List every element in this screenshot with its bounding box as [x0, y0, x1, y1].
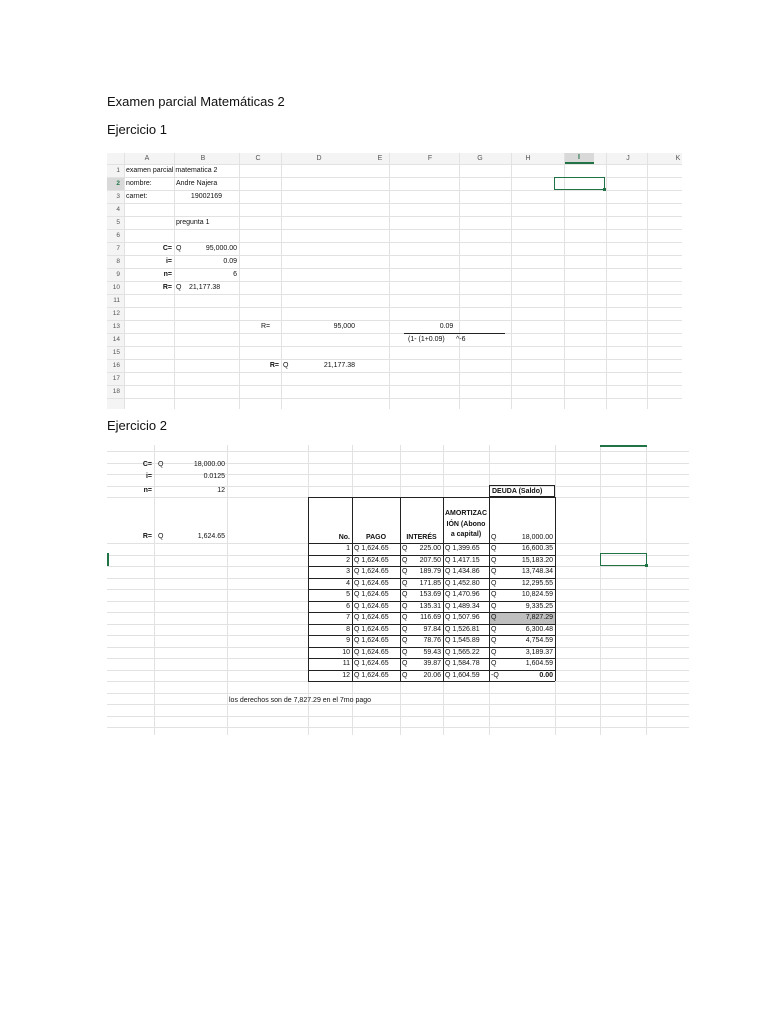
row-interes[interactable]: 189.79 [419, 568, 441, 576]
row-pago[interactable]: Q 1,624.65 [354, 545, 389, 553]
column-header-a[interactable]: A [144, 155, 150, 162]
row-pago[interactable]: Q 1,624.65 [354, 625, 389, 633]
row-interes[interactable]: 59.43 [423, 648, 441, 656]
gridline-horizontal [107, 320, 682, 321]
gridline-horizontal [107, 307, 682, 308]
cell-a7[interactable]: C= [162, 245, 172, 252]
row-saldo[interactable]: 16,600.35 [521, 545, 553, 553]
row-saldo[interactable]: 3,189.37 [525, 648, 553, 656]
row-interes-currency[interactable]: Q [402, 579, 408, 587]
cell-b9[interactable]: 6 [233, 271, 237, 278]
cell-b10-currency[interactable]: Q [176, 284, 182, 291]
gridline-horizontal [107, 359, 682, 360]
column-header-c[interactable]: C [255, 155, 261, 162]
cell-c13[interactable]: R= [261, 323, 271, 330]
row-interes-currency[interactable]: Q [402, 660, 408, 668]
row-interes[interactable]: 171.85 [419, 579, 441, 587]
column-header-d[interactable]: D [316, 155, 322, 162]
selected-cell[interactable] [600, 553, 647, 566]
gridline-horizontal [107, 716, 689, 717]
row-saldo[interactable]: 6,300.48 [525, 625, 553, 633]
row-saldo-currency[interactable]: Q [491, 660, 497, 668]
summary-r-currency[interactable]: Q [158, 533, 164, 540]
cell-b10[interactable]: 21,177.38 [189, 284, 221, 291]
table-border-row [308, 670, 555, 671]
header-interes[interactable]: INTERÉS [406, 533, 437, 541]
row-selection-indicator [107, 553, 109, 566]
row-saldo-currency[interactable]: Q [491, 556, 497, 564]
row-no[interactable]: 4 [346, 579, 350, 587]
table-border-row [308, 681, 555, 682]
fraction-line [404, 333, 505, 334]
summary-c-label[interactable]: C= [142, 461, 152, 468]
row-saldo-currency[interactable]: Q [491, 579, 497, 587]
table-border-row [308, 601, 555, 602]
table-border-top [308, 497, 555, 498]
gridline-vertical [600, 445, 601, 735]
column-header-k[interactable]: K [675, 155, 681, 162]
row-pago[interactable]: Q 1,624.65 [354, 671, 389, 679]
row-amortizacion[interactable]: Q 1,399.65 [445, 545, 480, 553]
column-header-j[interactable]: J [626, 155, 630, 162]
table-border-row [308, 566, 555, 567]
row-saldo[interactable]: 4,754.59 [525, 637, 553, 645]
summary-i-value[interactable]: 0.0125 [203, 473, 225, 480]
row-header-16[interactable]: 16 [112, 362, 120, 369]
gridline-vertical [646, 445, 647, 735]
column-header-f[interactable]: F [427, 155, 433, 162]
gridline-horizontal [107, 451, 689, 452]
column-header-b[interactable]: B [200, 155, 206, 162]
row-amortizacion[interactable]: Q 1,604.59 [445, 671, 480, 679]
row-interes[interactable]: 116.69 [420, 614, 441, 622]
row-header-18[interactable]: 18 [112, 388, 120, 395]
summary-r-value[interactable]: 1,624.65 [197, 533, 225, 540]
row-no[interactable]: 8 [346, 625, 350, 633]
row-saldo[interactable]: 12,295.55 [521, 579, 553, 587]
row-interes-currency[interactable]: Q [402, 625, 408, 633]
row-header-6[interactable]: 6 [116, 232, 120, 239]
row-saldo[interactable]: 10,824.59 [521, 591, 553, 599]
row-header-12[interactable]: 12 [112, 310, 120, 317]
row-pago[interactable]: Q 1,624.65 [354, 614, 389, 622]
row-saldo-currency[interactable]: Q [491, 568, 497, 576]
row-interes[interactable]: 97.84 [423, 625, 441, 633]
row-interes-currency[interactable]: Q [402, 671, 408, 679]
row-interes-currency[interactable]: Q [402, 602, 408, 610]
gridline-horizontal [107, 346, 682, 347]
table-border-row [308, 658, 555, 659]
row-saldo[interactable]: 0.00 [539, 671, 553, 679]
gridline-vertical [154, 445, 155, 735]
row-amortizacion[interactable]: Q 1,489.34 [445, 602, 480, 610]
row-interes[interactable]: 153.69 [419, 591, 441, 599]
row-pago[interactable]: Q 1,624.65 [354, 648, 389, 656]
row-saldo-currency[interactable]: Q [491, 648, 497, 656]
row-saldo-currency[interactable]: Q [491, 625, 497, 633]
debt-header[interactable]: DEUDA (Saldo) [489, 485, 555, 497]
cell-d16[interactable]: 21,177.38 [323, 362, 355, 369]
row-saldo[interactable]: 1,604.59 [525, 660, 553, 668]
row-header-3[interactable]: 3 [116, 193, 120, 200]
row-saldo-currency[interactable]: -Q [491, 671, 499, 679]
gridline-horizontal [107, 693, 689, 694]
gridline-horizontal [107, 333, 682, 334]
row-header-8[interactable]: 8 [116, 258, 120, 265]
cell-a2[interactable]: nombre: [126, 180, 152, 187]
table-border-row [308, 624, 555, 625]
cell-c16[interactable]: R= [269, 362, 279, 369]
row-no[interactable]: 6 [346, 602, 350, 610]
row-saldo-currency[interactable]: Q [491, 545, 497, 553]
row-header-10[interactable]: 10 [112, 284, 120, 291]
note-text[interactable]: los derechos son de 7,827.29 en el 7mo pago [229, 697, 372, 704]
table-border-row [308, 647, 555, 648]
row-amortizacion[interactable]: Q 1,417.15 [445, 556, 480, 564]
row-interes[interactable]: 207.50 [419, 556, 441, 564]
gridline-horizontal [107, 294, 682, 295]
summary-c-currency[interactable]: Q [158, 461, 164, 468]
row-header-1[interactable]: 1 [116, 167, 120, 174]
column-header-g[interactable]: G [477, 155, 483, 162]
cell-a9[interactable]: n= [163, 271, 172, 278]
summary-i-label[interactable]: i= [145, 473, 152, 480]
spreadsheet-1[interactable] [107, 153, 682, 409]
row-header-9[interactable]: 9 [116, 271, 120, 278]
cell-b7[interactable]: 95,000.00 [205, 245, 237, 252]
row-no[interactable]: 10 [342, 648, 350, 656]
row-interes-currency[interactable]: Q [402, 637, 408, 645]
row-no[interactable]: 1 [346, 545, 350, 553]
row-pago[interactable]: Q 1,624.65 [354, 660, 389, 668]
cell-b8[interactable]: 0.09 [223, 258, 237, 265]
row-header-15[interactable]: 15 [112, 349, 120, 356]
cell-d13[interactable]: 95,000 [333, 323, 355, 330]
cell-a1[interactable]: examen parcial matematica 2 [126, 167, 218, 174]
row-saldo[interactable]: 13,748.34 [521, 568, 553, 576]
row-header-2[interactable]: 2 [107, 177, 124, 190]
row-header-13[interactable]: 13 [112, 323, 120, 330]
cell-b2[interactable]: Andre Najera [176, 180, 218, 187]
row-header-4[interactable]: 4 [116, 206, 120, 213]
row-header-7[interactable]: 7 [116, 245, 120, 252]
row-saldo-currency[interactable]: Q [491, 591, 497, 599]
row-interes[interactable]: 39.87 [423, 660, 441, 668]
row-header-17[interactable]: 17 [112, 375, 120, 382]
row-interes-currency[interactable]: Q [402, 614, 408, 622]
row-saldo-currency[interactable]: Q [491, 614, 497, 622]
row-header-14[interactable]: 14 [112, 336, 120, 343]
row-interes-currency[interactable]: Q [402, 591, 408, 599]
column-selection-indicator [600, 445, 647, 447]
cell-g14[interactable]: ^-6 [456, 336, 466, 343]
row-amortizacion[interactable]: Q 1,584.78 [445, 660, 480, 668]
table-border-row [308, 635, 555, 636]
gridline-vertical [227, 445, 228, 735]
header-amortizacion[interactable]: AMORTIZAC IÓN (Abono a capital) [445, 510, 487, 539]
row-pago[interactable]: Q 1,624.65 [354, 579, 389, 587]
row-no[interactable]: 7 [346, 614, 350, 622]
row-no[interactable]: 11 [342, 660, 350, 668]
summary-n-value[interactable]: 12 [217, 487, 225, 494]
row-saldo[interactable]: 15,183.20 [521, 556, 553, 564]
initial-debt-currency[interactable]: Q [491, 533, 497, 541]
row-interes[interactable]: 20.06 [423, 671, 441, 679]
section-heading-ejercicio-1: Ejercicio 1 [107, 122, 167, 137]
row-interes[interactable]: 135.31 [419, 602, 441, 610]
summary-n-label[interactable]: n= [143, 487, 152, 494]
column-header-h[interactable]: H [525, 155, 531, 162]
row-interes-currency[interactable]: Q [402, 545, 408, 553]
row-interes-currency[interactable]: Q [402, 648, 408, 656]
row-no[interactable]: 3 [346, 568, 350, 576]
gridline-horizontal [107, 372, 682, 373]
table-border-row [308, 555, 555, 556]
cell-b3[interactable]: 19002169 [190, 193, 223, 200]
row-amortizacion[interactable]: Q 1,452.80 [445, 579, 480, 587]
fill-handle[interactable] [645, 564, 648, 567]
row-saldo[interactable]: 7,827.29 [525, 614, 553, 622]
section-heading-ejercicio-2: Ejercicio 2 [107, 418, 167, 433]
summary-c-value[interactable]: 18,000.00 [193, 461, 225, 468]
document-title: Examen parcial Matemáticas 2 [107, 94, 285, 109]
cell-f14[interactable]: (1- (1+0.09) [408, 336, 445, 343]
row-pago[interactable]: Q 1,624.65 [354, 637, 389, 645]
cell-b5[interactable]: pregunta 1 [176, 219, 210, 226]
gridline-horizontal [107, 229, 682, 230]
row-saldo-currency[interactable]: Q [491, 602, 497, 610]
row-header-5[interactable]: 5 [116, 219, 120, 226]
cell-a10[interactable]: R= [162, 284, 172, 291]
cell-a3[interactable]: carnet: [126, 193, 148, 200]
table-border-vertical [555, 497, 556, 681]
summary-r-label[interactable]: R= [142, 533, 152, 540]
row-pago[interactable]: Q 1,624.65 [354, 591, 389, 599]
row-interes[interactable]: 225.00 [419, 545, 441, 553]
table-border-row [308, 612, 555, 613]
row-no[interactable]: 9 [346, 637, 350, 645]
row-no[interactable]: 5 [346, 591, 350, 599]
row-header-11[interactable]: 11 [113, 297, 120, 304]
table-border-row [308, 578, 555, 579]
gridline-horizontal [107, 727, 689, 728]
row-interes-currency[interactable]: Q [402, 556, 408, 564]
fill-handle[interactable] [603, 188, 606, 191]
row-interes[interactable]: 78.76 [423, 637, 441, 645]
row-pago[interactable]: Q 1,624.65 [354, 602, 389, 610]
row-pago[interactable]: Q 1,624.65 [354, 568, 389, 576]
row-no[interactable]: 12 [342, 671, 350, 679]
row-amortizacion[interactable]: Q 1,545.89 [445, 637, 480, 645]
row-amortizacion[interactable]: Q 1,434.86 [445, 568, 480, 576]
table-border-row [308, 589, 555, 590]
gridline-horizontal [107, 398, 682, 399]
column-header-e[interactable]: E [377, 155, 383, 162]
gridline-horizontal [107, 385, 682, 386]
spreadsheet-2[interactable] [107, 445, 689, 735]
column-header-i[interactable]: I [564, 153, 594, 164]
gridline-horizontal [107, 203, 682, 204]
cell-a8[interactable]: i= [165, 258, 172, 265]
table-border-header [308, 543, 555, 544]
cell-b7-currency[interactable]: Q [176, 245, 182, 252]
row-saldo-currency[interactable]: Q [491, 637, 497, 645]
row-amortizacion[interactable]: Q 1,526.81 [445, 625, 480, 633]
row-no[interactable]: 2 [346, 556, 350, 564]
cell-f13[interactable]: 0.09 [439, 323, 454, 330]
row-pago[interactable]: Q 1,624.65 [354, 556, 389, 564]
selected-cell-i2[interactable] [554, 177, 605, 190]
row-saldo[interactable]: 9,335.25 [525, 602, 553, 610]
initial-debt[interactable]: 18,000.00 [521, 533, 553, 541]
row-amortizacion[interactable]: Q 1,565.22 [445, 648, 480, 656]
header-pago[interactable]: PAGO [365, 533, 387, 541]
cell-d16-currency[interactable]: Q [283, 362, 289, 369]
row-amortizacion[interactable]: Q 1,507.96 [445, 614, 480, 622]
header-no[interactable]: No. [338, 533, 350, 541]
row-interes-currency[interactable]: Q [402, 568, 408, 576]
row-amortizacion[interactable]: Q 1,470.96 [445, 591, 480, 599]
